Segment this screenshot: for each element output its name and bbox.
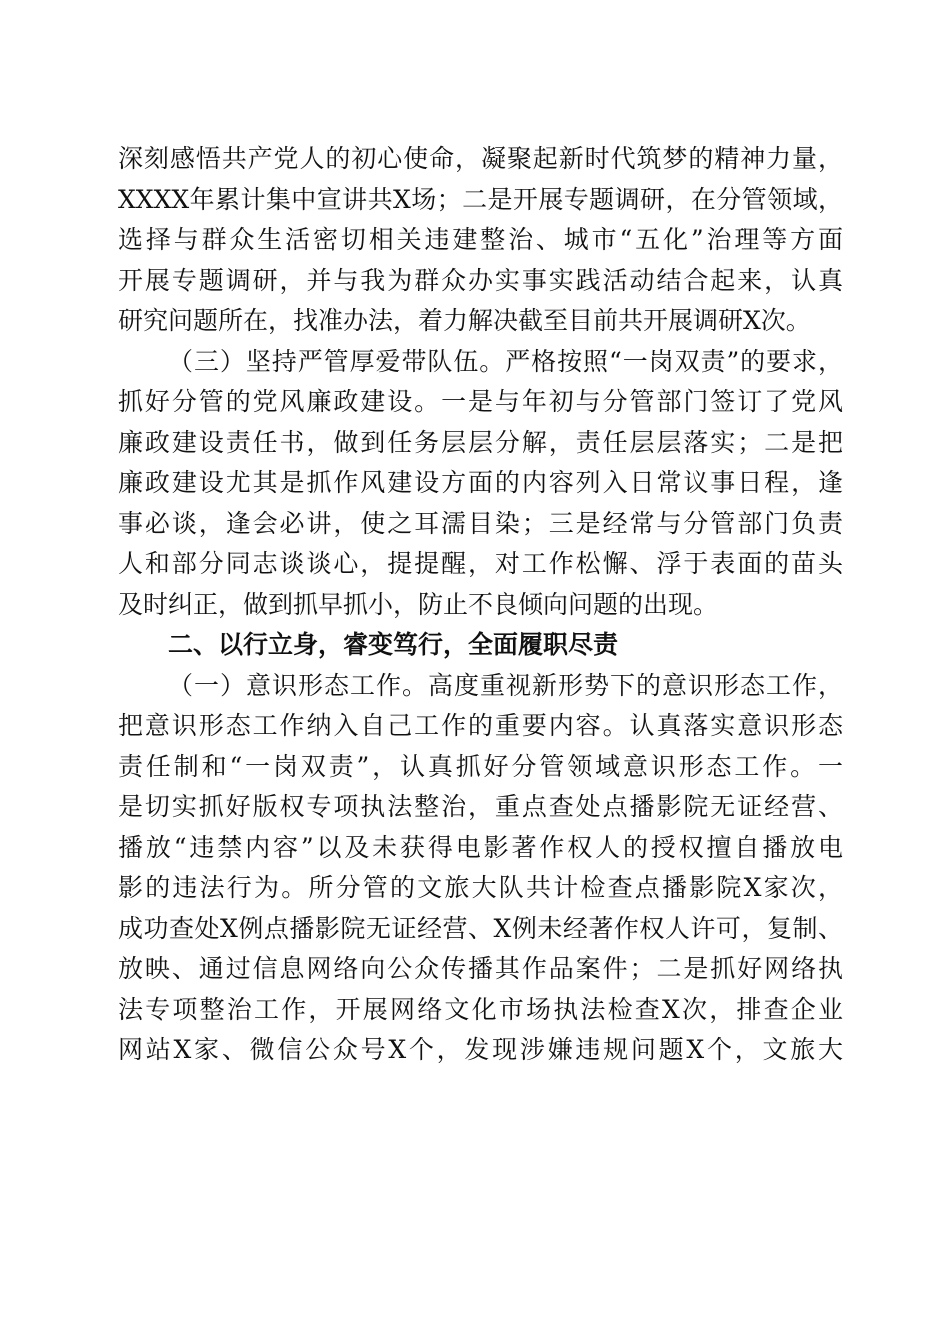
text-line: 及时纠正，做到抓早抓小，防止不良倾向问题的出现。 <box>118 589 719 619</box>
text-line: 选择与群众生活密切相关违建整治、城市“五化”治理等方面 <box>118 225 843 254</box>
text-line: 成功查处X例点播影院无证经营、X例未经著作权人许可，复制、 <box>118 913 843 943</box>
text-line: 责任制和“一岗双责”，认真抓好分管领域意识形态工作。一 <box>118 751 843 781</box>
section-heading: 二、以行立身，睿变笃行，全面履职尽责 <box>168 630 619 659</box>
text-line: （一）意识形态工作。高度重视新形势下的意识形态工作， <box>168 670 843 700</box>
text-line: 研究问题所在，找准办法，着力解决截至目前共开展调研X次。 <box>118 306 811 335</box>
text-line: 影的违法行为。所分管的文旅大队共计检查点播影院X家次， <box>118 873 843 902</box>
text-line: 播放“违禁内容”以及未获得电影著作权人的授权擅自播放电 <box>118 832 843 862</box>
text-line: 事必谈，逢会必讲，使之耳濡目染；三是经常与分管部门负责 <box>118 508 843 538</box>
text-line: 开展专题调研，并与我为群众办实事实践活动结合起来，认真 <box>118 265 843 295</box>
text-line: 深刻感悟共产党人的初心使命，凝聚起新时代筑梦的精神力量， <box>118 144 843 173</box>
text-line: XXXX年累计集中宣讲共X场；二是开展专题调研，在分管领域， <box>118 184 843 214</box>
text-line: 人和部分同志谈谈心，提提醒，对工作松懈、浮于表面的苗头 <box>118 549 843 578</box>
text-line: 放映、通过信息网络向公众传播其作品案件；二是抓好网络执 <box>118 954 843 983</box>
text-line: 法专项整治工作，开展网络文化市场执法检查X次，排查企业 <box>118 994 843 1024</box>
text-line: 把意识形态工作纳入自己工作的重要内容。认真落实意识形态 <box>118 711 843 740</box>
text-line: 网站X家、微信公众号X个，发现涉嫌违规问题X个，文旅大 <box>118 1035 843 1064</box>
text-line: （三）坚持严管厚爱带队伍。严格按照“一岗双责”的要求， <box>168 346 843 376</box>
text-line: 抓好分管的党风廉政建设。一是与年初与分管部门签订了党风 <box>118 387 843 416</box>
document-body <box>118 139 843 1071</box>
text-line: 廉政建设尤其是抓作风建设方面的内容列入日常议事日程，逢 <box>118 468 843 497</box>
text-line: 廉政建设责任书，做到任务层层分解，责任层层落实；二是把 <box>118 427 843 457</box>
text-line: 是切实抓好版权专项执法整治，重点查处点播影院无证经营、 <box>118 792 843 821</box>
